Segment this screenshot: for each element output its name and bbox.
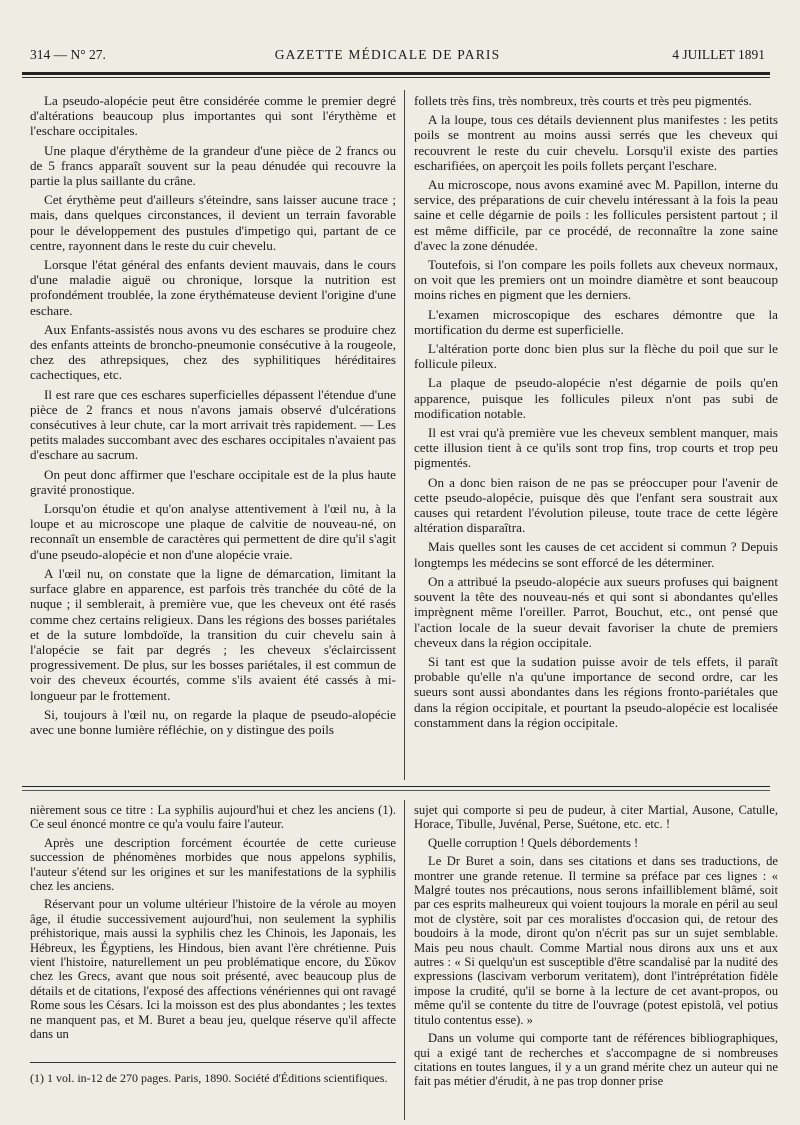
paragraph: A la loupe, tous ces détails deviennent plus manifestes : les petits poils se montrent au moins aussi serrés que les cheveux qui recouvrent le reste du cuir chevelu. Lorsqu'il existe des parties escharifiées, on aperçoit les poils follets perçant l'eschare. <box>414 112 778 173</box>
top-left-column <box>30 93 396 741</box>
bottom-right-column <box>414 803 778 1093</box>
paragraph: Lorsqu'on étudie et qu'on analyse attentivement à l'œil nu, à la loupe et au microscope une plaque de calvitie de nouveau-né, on reconnaît un ensemble de caractères qui permettent de dire qu'il s'agit d'une pseudo-alopécie et non d'une alopécie vraie. <box>30 501 396 562</box>
paragraph: L'altération porte donc bien plus sur la flèche du poil que sur le follicule pileux. <box>414 341 778 372</box>
paragraph: La pseudo-alopécie peut être considérée comme le premier degré d'altérations beaucoup plus importantes qui sont l'érythème et l'eschare occipitales. <box>30 93 396 139</box>
paragraph: Il est rare que ces eschares superficielles dépassent l'étendue d'une pièce de 2 francs et nous n'avons jamais observé d'ulcérations consécutives à leur chute, car la mort arrivait très rapidement. — Les petits malades succombant avec des eschares occipitales n'avaient pas d'eschare au sacrum. <box>30 386 396 463</box>
paragraph: A l'œil nu, on constate que la ligne de démarcation, limitant la surface glabre en apparence, est parfois très tranchée du côté de la nuque ; il semblerait, à première vue, que les cheveux ont été rasés comme chez certains religieux. Dans les régions des bosses pariétales et de la suture lombdoïde, la transition du cuir chevelu sain à l'alopécie se fait par degrés ; les cheveux s'éclaircissent progressivement. De plus, sur les bosses pariétales, il est commun de voir des cheveux écourtés, comme s'ils avaient été cassés à mi-longueur par le frottement. <box>30 565 396 703</box>
paragraph: On peut donc affirmer que l'eschare occipitale est de la plus haute gravité pronostique. <box>30 466 396 497</box>
paragraph: Au microscope, nous avons examiné avec M. Papillon, interne du service, des préparations de cuir chevelu intéressant à la fois la peau saine et celle dégarnie de poils : les follicules persistent partout ; il est même difficile, par ce procédé, de reconnaître la zone saine d'avec la zone dénudée. <box>414 177 778 253</box>
paragraph: Après une description forcément écourtée de cette curieuse succession de phénomènes morbides que nous appelons syphilis, l'auteur s'étend sur les origines et sur les manifestations de la syphilis chez les anciens. <box>30 835 396 894</box>
column-divider <box>404 90 405 780</box>
paragraph: Toutefois, si l'on compare les poils follets aux cheveux normaux, on voit que les premiers ont un moindre diamètre et sont beaucoup moins riches en pigment que les derniers. <box>414 257 778 303</box>
header-rule-thin <box>22 77 770 78</box>
paragraph: nièrement sous ce titre : La syphilis aujourd'hui et chez les anciens (1). Ce seul énoncé montre ce qu'a voulu faire l'auteur. <box>30 803 396 832</box>
paragraph: On a attribué la pseudo-alopécie aux sueurs profuses qui baignent souvent la tête des nouveau-nés et qui sont si abondantes qu'elles imprègnent même l'oreiller. Parrot, Bouchut, etc., ont pensé que l'action locale de la sueur devait favoriser la chute de premiers cheveux dans la région occipitale. <box>414 573 778 650</box>
page-number: 314 — N° 27. <box>30 47 106 62</box>
journal-title: GAZETTE MÉDICALE DE PARIS <box>274 47 501 62</box>
paragraph: Mais quelles sont les causes de cet accident si commun ? Depuis longtemps les médecins se sont efforcé de les déterminer. <box>414 539 778 570</box>
paragraph: On a donc bien raison de ne pas se préoccuper pour l'avenir de cette pseudo-alopécie, puisque dès que l'enfant sera soustrait aux causes qui retardent l'évolution pileuse, toute trace de cette légère altération disparaîtra. <box>414 474 778 536</box>
paragraph: sujet qui comporte si peu de pudeur, à citer Martial, Ausone, Catulle, Horace, Tibulle, Juvénal, Perse, Suétone, etc. etc. ! <box>414 803 778 832</box>
paragraph: Il est vrai qu'à première vue les cheveux semblent manquer, mais cette illusion tient à ce qu'ils sont trop fins, trop courts et trop peu pigmentés. <box>414 425 778 471</box>
column-divider <box>404 800 405 1120</box>
paragraph: Quelle corruption ! Quels débordements ! <box>428 835 639 850</box>
paragraph: L'examen microscopique des eschares démontre que la mortification du derme est superficielle. <box>414 306 778 337</box>
paragraph: La plaque de pseudo-alopécie n'est dégarnie de poils qu'en apparence, puisque les follicules pileux n'ont pas subi de modification notable. <box>414 375 778 421</box>
paragraph: Cet érythème peut d'ailleurs s'éteindre, sans laisser aucune trace ; mais, dans quelques circonstances, il devient un terrain favorable pour le développement des pustules d'impetigo qui, partant de ce centre, rayonnent dans le reste du cuir chevelu. <box>30 192 396 253</box>
paragraph: Réservant pour un volume ultérieur l'histoire de la vérole au moyen âge, il étudie successivement aujourd'hui, non seulement la syphilis préhistorique, mais aussi la syphilis chez les Chinois, les Japonais, les Hébreux, les Égyptiens, les Hindous, bien avant l'ère chrétienne. Puis vient l'histoire, naturellement un peu problématique encore, du Σῦκον chez les Grecs, avant que nous soit présenté, avec beaucoup plus de détails et de citations, l'exposé des affections vénériennes qui ont ravagé Rome sous les Césars. Ici la moisson est des plus abondantes ; les textes ne manquent pas, et M. Buret a beau jeu, quelque réserve qu'il affecte dans un <box>30 897 396 1042</box>
paragraph: Aux Enfants-assistés nous avons vu des eschares se produire chez des enfants atteints de broncho-pneumonie consécutive à la rougeole, chez des athrepsiques, chez des syphilitiques héréditaires cachectiques, etc. <box>30 321 396 383</box>
paragraph: Le Dr Buret a soin, dans ses citations et dans ses traductions, de montrer une grande retenue. Il termine sa préface par ces lignes : « Malgré toutes nos précautions, nous serons infailliblement blâmé, soit par ces esprits malheureux qui voient toujours la morale en péril au seul mot de clystère, soit par ces moralistes d'occasion qui, de retour des boudoirs à la mode, diront qu'on n'écrit pas sur un sujet semblable. Mais peu nous chault. Comme Martial nous dirons aux uns et aux autres : « Si quelqu'un est susceptible d'être scandalisé par la nudité des expressions (lascivam verborum veritatem), dont l'intréprétation fidèle impose la crudité, qu'il se borne à la lecture de cet avant-propos, ou même qu'il se contente du titre de l'ouvrage (potest epistolâ, vel potius titulo contentus esse). » <box>414 854 778 1027</box>
page-header <box>30 47 765 71</box>
footnote-rule <box>30 1062 396 1063</box>
paragraph: Dans un volume qui comporte tant de références bibliographiques, qui a exigé tant de recherches et s'accompagne de si nombreuses citations en toutes langues, il y a un grand mérite chez un auteur qui ne fait pas métier d'érudit, à ne pas trop donner prise <box>414 1031 778 1089</box>
header-rule <box>22 72 770 75</box>
footnote: (1) 1 vol. in-12 de 270 pages. Paris, 1890. Société d'Éditions scientifiques. <box>30 1071 388 1085</box>
paragraph: Si, toujours à l'œil nu, on regarde la plaque de pseudo-alopécie avec une bonne lumière réfléchie, on y distingue des poils <box>30 706 396 737</box>
paragraph: Si tant est que la sudation puisse avoir de tels effets, il paraît probable qu'elle n'a qu'une importance de second ordre, car les sueurs sont aussi abondantes dans les régions fronto-pariétales que dans la région occipitale, et pourtant la pseudo-alopécie est localisée constamment dans la région occipitale. <box>414 653 778 730</box>
paragraph: Lorsque l'état général des enfants devient mauvais, dans le cours d'une maladie aiguë ou chronique, lorsque la nutrition est profondément troublée, la zone érythémateuse devient l'origine d'une eschare. <box>30 257 396 318</box>
bottom-left-column <box>30 803 396 1046</box>
paragraph: follets très fins, très nombreux, très courts et très peu pigmentés. <box>414 93 752 108</box>
issue-date: 4 JUILLET 1891 <box>672 47 765 62</box>
section-rule-thin <box>22 790 770 791</box>
paragraph: Une plaque d'érythème de la grandeur d'une pièce de 2 francs ou de 5 francs apparaît souvent sur la peau dénudée qui recouvre la partie la plus saillante du crâne. <box>30 142 396 189</box>
section-rule <box>22 786 770 787</box>
top-right-column <box>414 93 778 734</box>
